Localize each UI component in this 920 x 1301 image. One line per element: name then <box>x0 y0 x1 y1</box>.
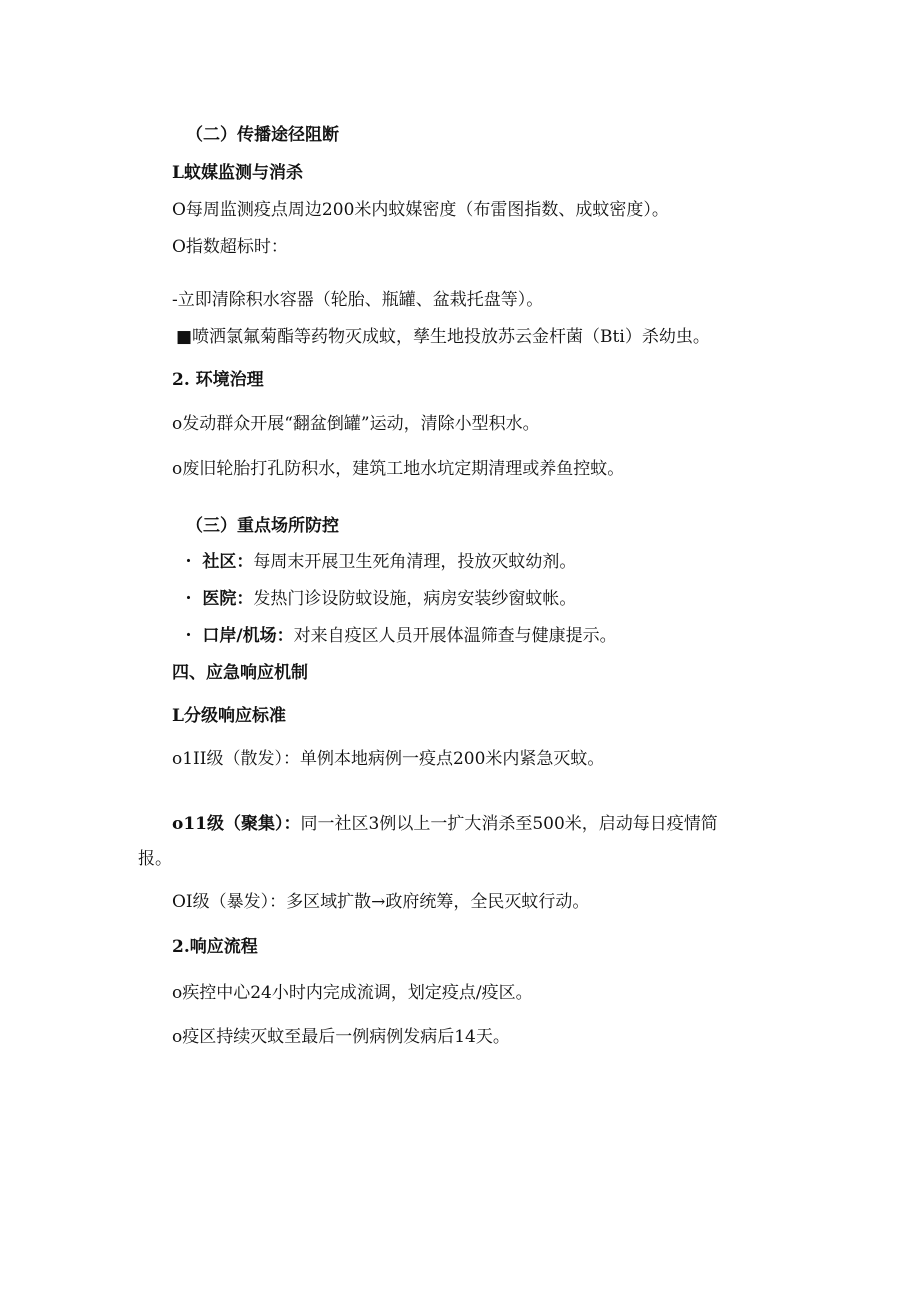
place-item-hospital <box>180 587 576 611</box>
subheading-vector-monitoring: L蚊媒监测与消杀 <box>172 163 303 183</box>
section-heading-key-places: （三）重点场所防控 <box>186 516 339 536</box>
place-text: 对来自疫区人员开展体温筛查与健康提示。 <box>293 626 617 646</box>
spraying-item: ■喷洒氯氟菊酯等药物灭成蚊，孳生地投放苏云金杆菌（Bti）杀幼虫。 <box>176 327 710 347</box>
tires-item: o废旧轮胎打孔防积水，建筑工地水坑定期清理或养鱼控蚊。 <box>172 459 625 479</box>
monitoring-item: O每周监测疫点周边200米内蚊媒密度（布雷图指数、成蚊密度）。 <box>172 200 669 220</box>
place-item-port <box>180 624 617 648</box>
subheading-environment: 2. 环境治理 <box>172 370 264 390</box>
place-text: 发热门诊设防蚊设施，病房安装纱窗蚊帐。 <box>253 589 577 609</box>
place-text: 每周末开展卫生死角清理，投放灭蚊幼剂。 <box>253 552 577 572</box>
place-label: 医院： <box>202 589 254 609</box>
cdc-item: o疾控中心24小时内完成流调，划定疫点/疫区。 <box>172 983 533 1003</box>
section-heading-transmission: （二）传播途径阻断 <box>186 125 339 145</box>
level-ii-label: o11级（聚集）： <box>172 814 301 834</box>
subheading-response-flow: 2.响应流程 <box>172 937 258 957</box>
level-ii-item <box>172 812 718 836</box>
place-item-community <box>180 550 576 574</box>
place-label: 口岸/机场： <box>202 626 294 646</box>
level-ii-continuation: 报。 <box>138 849 172 869</box>
level-iii-item: o1II级（散发）：单例本地病例一疫点200米内紧急灭蚊。 <box>172 749 605 769</box>
bullet: ・ <box>180 626 197 646</box>
section-heading-emergency: 四、应急响应机制 <box>172 663 308 683</box>
continuous-control-item: o疫区持续灭蚊至最后一例病例发病后14天。 <box>172 1027 510 1047</box>
clear-containers-item: -立即清除积水容器（轮胎、瓶罐、盆栽托盘等）。 <box>172 290 544 310</box>
bullet: ・ <box>180 552 197 572</box>
place-label: 社区： <box>202 552 254 572</box>
level-i-item: OI级（暴发）：多区域扩散→政府统筹，全民灭蚊行动。 <box>172 892 590 912</box>
level-ii-text: 同一社区3例以上一扩大消杀至500米，启动每日疫情简 <box>300 814 718 834</box>
mobilize-item: o发动群众开展“翻盆倒罐”运动，清除小型积水。 <box>172 414 540 434</box>
threshold-item: O指数超标时： <box>172 237 288 257</box>
subheading-grading: L分级响应标准 <box>172 706 286 726</box>
bullet: ・ <box>180 589 197 609</box>
